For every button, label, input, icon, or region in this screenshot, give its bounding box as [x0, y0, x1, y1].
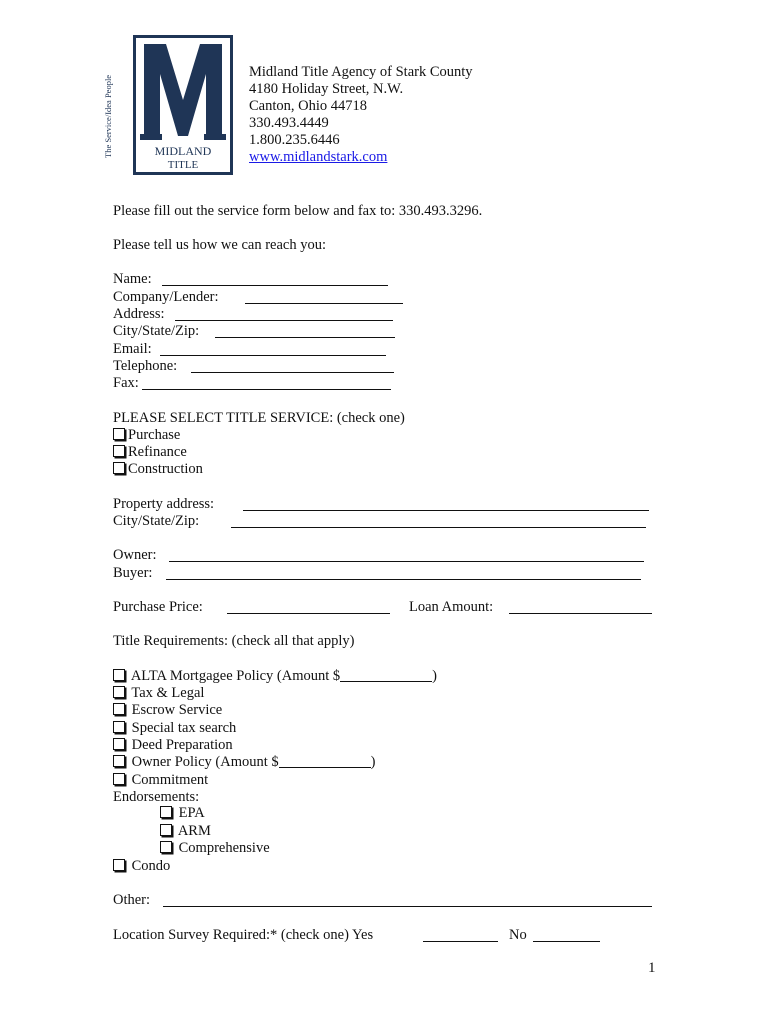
req-alta[interactable]: ALTA Mortgagee Policy (Amount $ ) — [113, 668, 437, 685]
other-label: Other: — [113, 892, 151, 908]
property-city-label: City/State/Zip: — [113, 513, 200, 529]
company-label: Company/Lender: — [113, 289, 219, 305]
service-option-purchase[interactable]: Purchase — [113, 427, 180, 444]
email-label: Email: — [113, 341, 152, 357]
req-special-tax[interactable]: Special tax search — [113, 720, 236, 737]
req-condo[interactable]: Condo — [113, 858, 170, 875]
checkbox[interactable] — [113, 721, 125, 733]
requirements-heading: Title Requirements: (check all that apply) — [113, 633, 355, 649]
req-deed[interactable]: Deed Preparation — [113, 737, 233, 754]
req-owner-policy[interactable]: Owner Policy (Amount $ ) — [113, 754, 375, 771]
fax-label: Fax: — [113, 375, 139, 391]
checkbox[interactable] — [113, 755, 125, 767]
owner-label: Owner: — [113, 547, 157, 563]
phone-local: 330.493.4449 — [249, 115, 329, 131]
telephone-field[interactable] — [191, 372, 394, 373]
owner-field[interactable] — [169, 561, 644, 562]
loan-amount-field[interactable] — [509, 613, 652, 614]
survey-label: Location Survey Required:* (check one) Yes — [113, 927, 374, 943]
property-address-field[interactable] — [243, 510, 649, 511]
fax-instruction: Please fill out the service form below and fax to: 330.493.3296. — [113, 203, 483, 219]
service-heading: PLEASE SELECT TITLE SERVICE: (check one) — [113, 410, 405, 426]
logo-line2: TITLE — [167, 159, 199, 171]
endorsements-label: Endorsements: — [113, 789, 200, 805]
name-field[interactable] — [162, 285, 388, 286]
property-city-field[interactable] — [231, 527, 646, 528]
email-field[interactable] — [160, 355, 386, 356]
checkbox[interactable] — [113, 738, 125, 750]
checkbox[interactable] — [113, 669, 125, 681]
phone-tollfree: 1.800.235.6446 — [249, 132, 340, 148]
survey-no-label: No — [509, 927, 527, 943]
page-number: 1 — [648, 960, 656, 976]
loan-amount-label: Loan Amount: — [409, 599, 494, 615]
checkbox[interactable] — [160, 841, 172, 853]
req-arm[interactable]: ARM — [160, 823, 211, 840]
city-field[interactable] — [215, 337, 395, 338]
checkbox[interactable] — [113, 773, 125, 785]
telephone-label: Telephone: — [113, 358, 178, 374]
purchase-price-label: Purchase Price: — [113, 599, 203, 615]
logo-tagline: The Service/Idea People — [103, 74, 113, 158]
owner-amount-field[interactable] — [279, 767, 371, 768]
checkbox[interactable] — [113, 859, 125, 871]
address-label: Address: — [113, 306, 165, 322]
alta-amount-field[interactable] — [340, 681, 432, 682]
other-field[interactable] — [163, 906, 652, 907]
checkbox[interactable] — [113, 703, 125, 715]
website-link[interactable]: www.midlandstark.com — [249, 149, 388, 165]
logo-line1: MIDLAND — [154, 144, 212, 158]
company-name: Midland Title Agency of Stark County — [249, 64, 473, 80]
name-label: Name: — [113, 271, 152, 287]
city-label: City/State/Zip: — [113, 323, 200, 339]
req-escrow[interactable]: Escrow Service — [113, 702, 222, 719]
service-option-refinance[interactable]: Refinance — [113, 444, 187, 461]
buyer-field[interactable] — [166, 579, 641, 580]
req-commitment[interactable]: Commitment — [113, 772, 208, 789]
city-state: Canton, Ohio 44718 — [249, 98, 368, 114]
checkbox[interactable] — [113, 462, 125, 474]
property-address-label: Property address: — [113, 496, 215, 512]
street-address: 4180 Holiday Street, N.W. — [249, 81, 404, 97]
req-epa[interactable]: EPA — [160, 805, 205, 822]
checkbox[interactable] — [160, 806, 172, 818]
company-field[interactable] — [245, 303, 403, 304]
fax-field[interactable] — [142, 389, 391, 390]
checkbox[interactable] — [113, 445, 125, 457]
checkbox[interactable] — [113, 686, 125, 698]
buyer-label: Buyer: — [113, 565, 153, 581]
service-option-construction[interactable]: Construction — [113, 461, 203, 478]
checkbox[interactable] — [160, 824, 172, 836]
reach-heading: Please tell us how we can reach you: — [113, 237, 326, 253]
checkbox[interactable] — [113, 428, 125, 440]
req-tax-legal[interactable]: Tax & Legal — [113, 685, 204, 702]
req-comprehensive[interactable]: Comprehensive — [160, 840, 270, 857]
address-field[interactable] — [175, 320, 393, 321]
survey-no-field[interactable] — [533, 941, 600, 942]
purchase-price-field[interactable] — [227, 613, 390, 614]
midland-logo — [133, 35, 233, 175]
survey-yes-field[interactable] — [423, 941, 498, 942]
